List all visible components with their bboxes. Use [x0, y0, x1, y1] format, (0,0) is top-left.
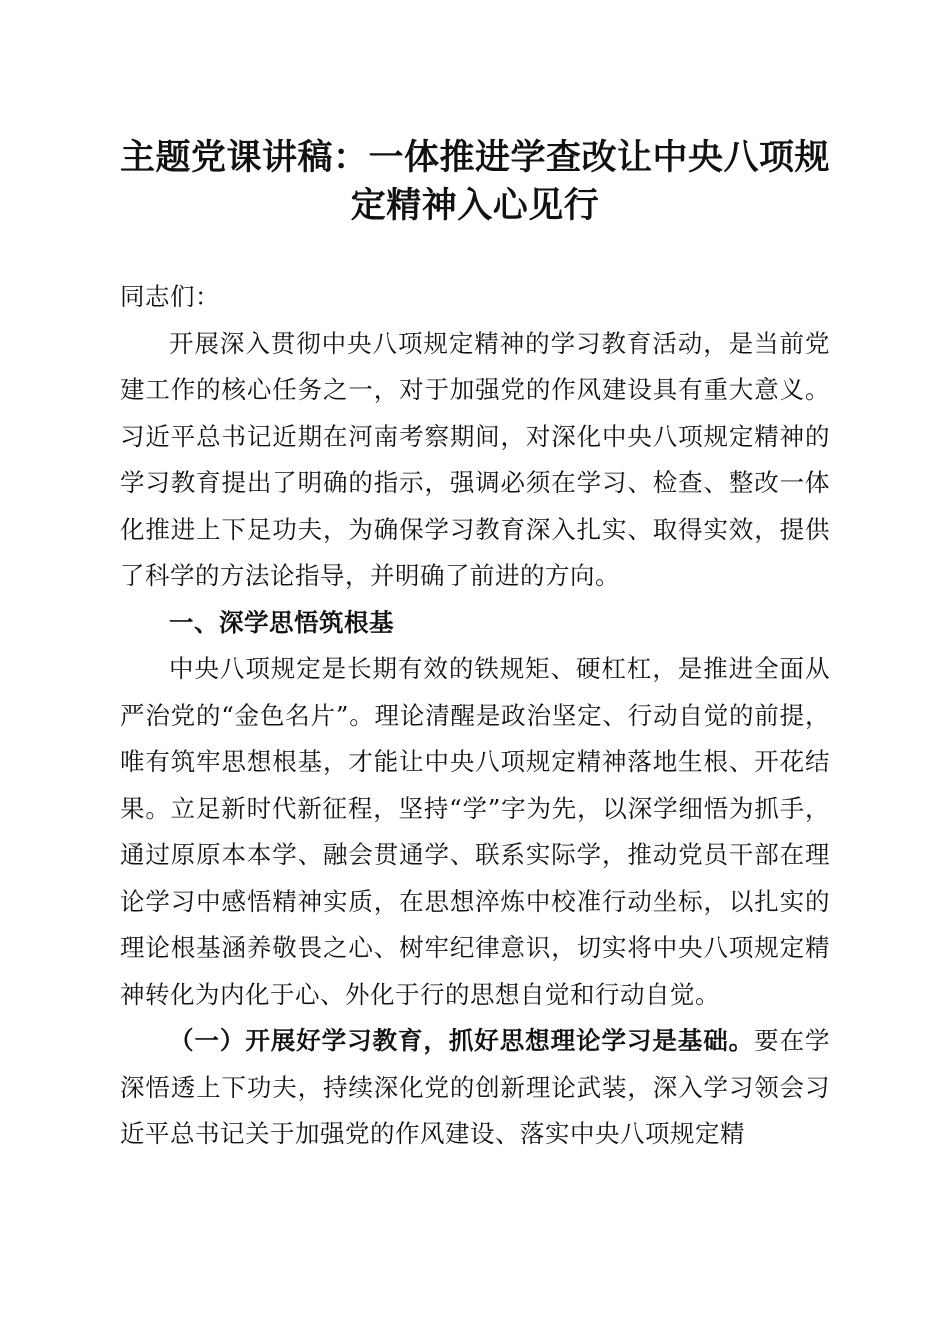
subsection-text: 要在学深悟透上下功夫，持续深化党的创新理论武装，深入学习领会习近平总书记关于加强党的作风建设、落实中央八项规定精 — [120, 1026, 831, 1148]
salutation: 同志们： — [120, 282, 220, 311]
section-heading-1: 一、深学思悟筑根基 — [169, 607, 394, 637]
paragraph-intro: 开展深入贯彻中央八项规定精神的学习教育活动，是当前党建工作的核心任务之一，对于加强党的作风建设具有重大意义。习近平总书记近期在河南考察期间，对深化中央八项规定精神的学习教育提出了明确的指示，强调必须在学习、检查、整改一体化推进上下足功夫，为确保学习教育深入扎实、取得实效，提供了科学的方法论指导，并明确了前进的方向。 — [120, 328, 830, 590]
subsection-lead: （一）开展好学习教育，抓好思想理论学习是基础。 — [169, 1026, 755, 1055]
document-body — [120, 274, 830, 1158]
document-title: 主题党课讲稿：一体推进学查改让中央八项规定精神入心见行 — [119, 138, 830, 226]
paragraph-subsection-1 — [120, 1018, 830, 1158]
paragraph-section-1: 中央八项规定是长期有效的铁规矩、硬杠杠，是推进全面从严治党的“金色名片”。理论清醒是政治坚定、行动自觉的前提，唯有筑牢思想根基，才能让中央八项规定精神落地生根、开花结果。立足新时代新征程，坚持“学”字为先，以深学细悟为抓手，通过原原本本学、融会贯通学、联系实际学，推动党员干部在理论学习中感悟精神实质，在思想淬炼中校准行动坐标，以扎实的理论根基涵养敬畏之心、树牢纪律意识，切实将中央八项规定精神转化为内化于心、外化于行的思想自觉和行动自觉。 — [120, 654, 830, 1009]
